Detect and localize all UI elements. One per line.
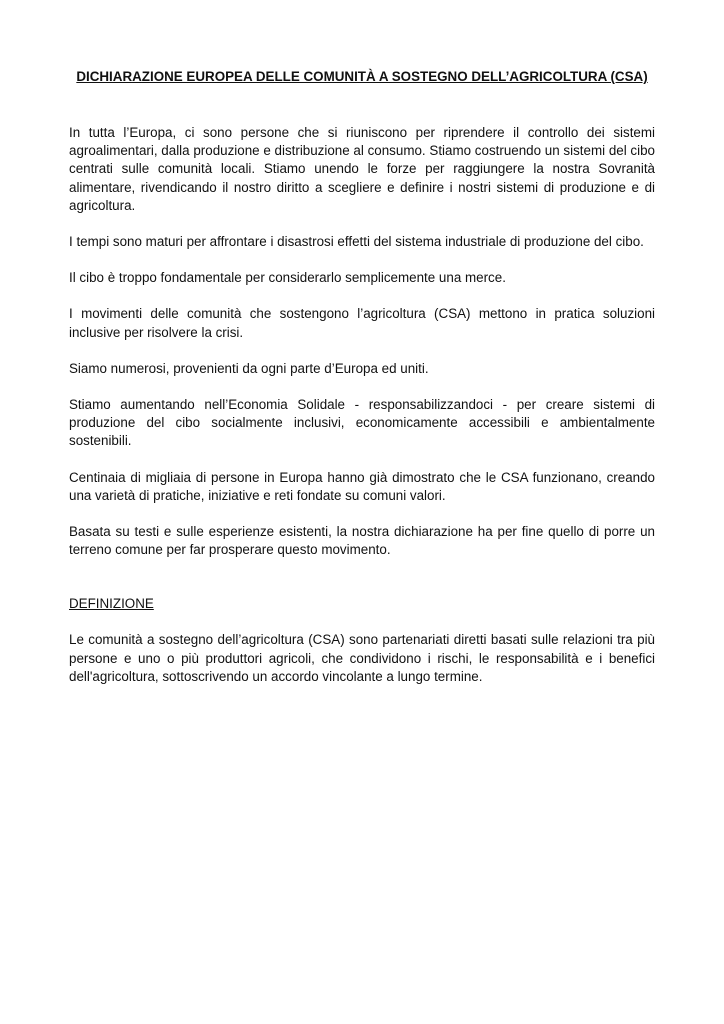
paragraph: Stiamo aumentando nell’Economia Solidale - responsabilizzandoci - per creare sistemi di produzione del cibo socialmente inclusivi, economicamente accessibili e ambientalmente sostenibili. [69,397,655,449]
paragraph: Centinaia di migliaia di persone in Europa hanno già dimostrato che le CSA funzionano, creando una varietà di pratiche, iniziative e reti fondate su comuni valori. [69,469,655,503]
paragraph: Siamo numerosi, provenienti da ogni parte d’Europa ed uniti. [69,360,429,376]
document-title: DICHIARAZIONE EUROPEA DELLE COMUNITÀ A SOSTEGNO DELL’AGRICOLTURA (CSA) [76,69,648,84]
definition-text: Le comunità a sostegno dell’agricoltura (CSA) sono partenariati diretti basati sulle relazioni tra più persone e uno o più produttori agricoli, che condividono i rischi, le responsabilità e i benefici dell'agricoltura, sottoscrivendo un accordo vincolante a lungo termine. [69,632,655,684]
document-page [69,68,655,704]
paragraph: I movimenti delle comunità che sostengono l’agricoltura (CSA) mettono in pratica soluzioni inclusive per risolvere la crisi. [69,306,655,340]
paragraph: Il cibo è troppo fondamentale per considerarlo semplicemente una merce. [69,270,506,286]
paragraph: Basata su testi e sulle esperienze esistenti, la nostra dichiarazione ha per fine quello di porre un terreno comune per far prosperare questo movimento. [69,524,655,558]
definition-heading: DEFINIZIONE [69,596,154,612]
paragraph-intro: In tutta l’Europa, ci sono persone che si riuniscono per riprendere il controllo dei sistemi agroalimentari, dalla produzione e distribuzione al consumo. Stiamo costruendo un sistemi del cibo centrati sulle comunità locali. Stiamo unendo le forze per raggiungere la nostra Sovranità alimentare, rivendicando il nostro diritto a scegliere e definire i nostri sistemi di produzione e di agricoltura. [69,125,655,213]
paragraph: I tempi sono maturi per affrontare i disastrosi effetti del sistema industriale di produzione del cibo. [69,234,644,250]
